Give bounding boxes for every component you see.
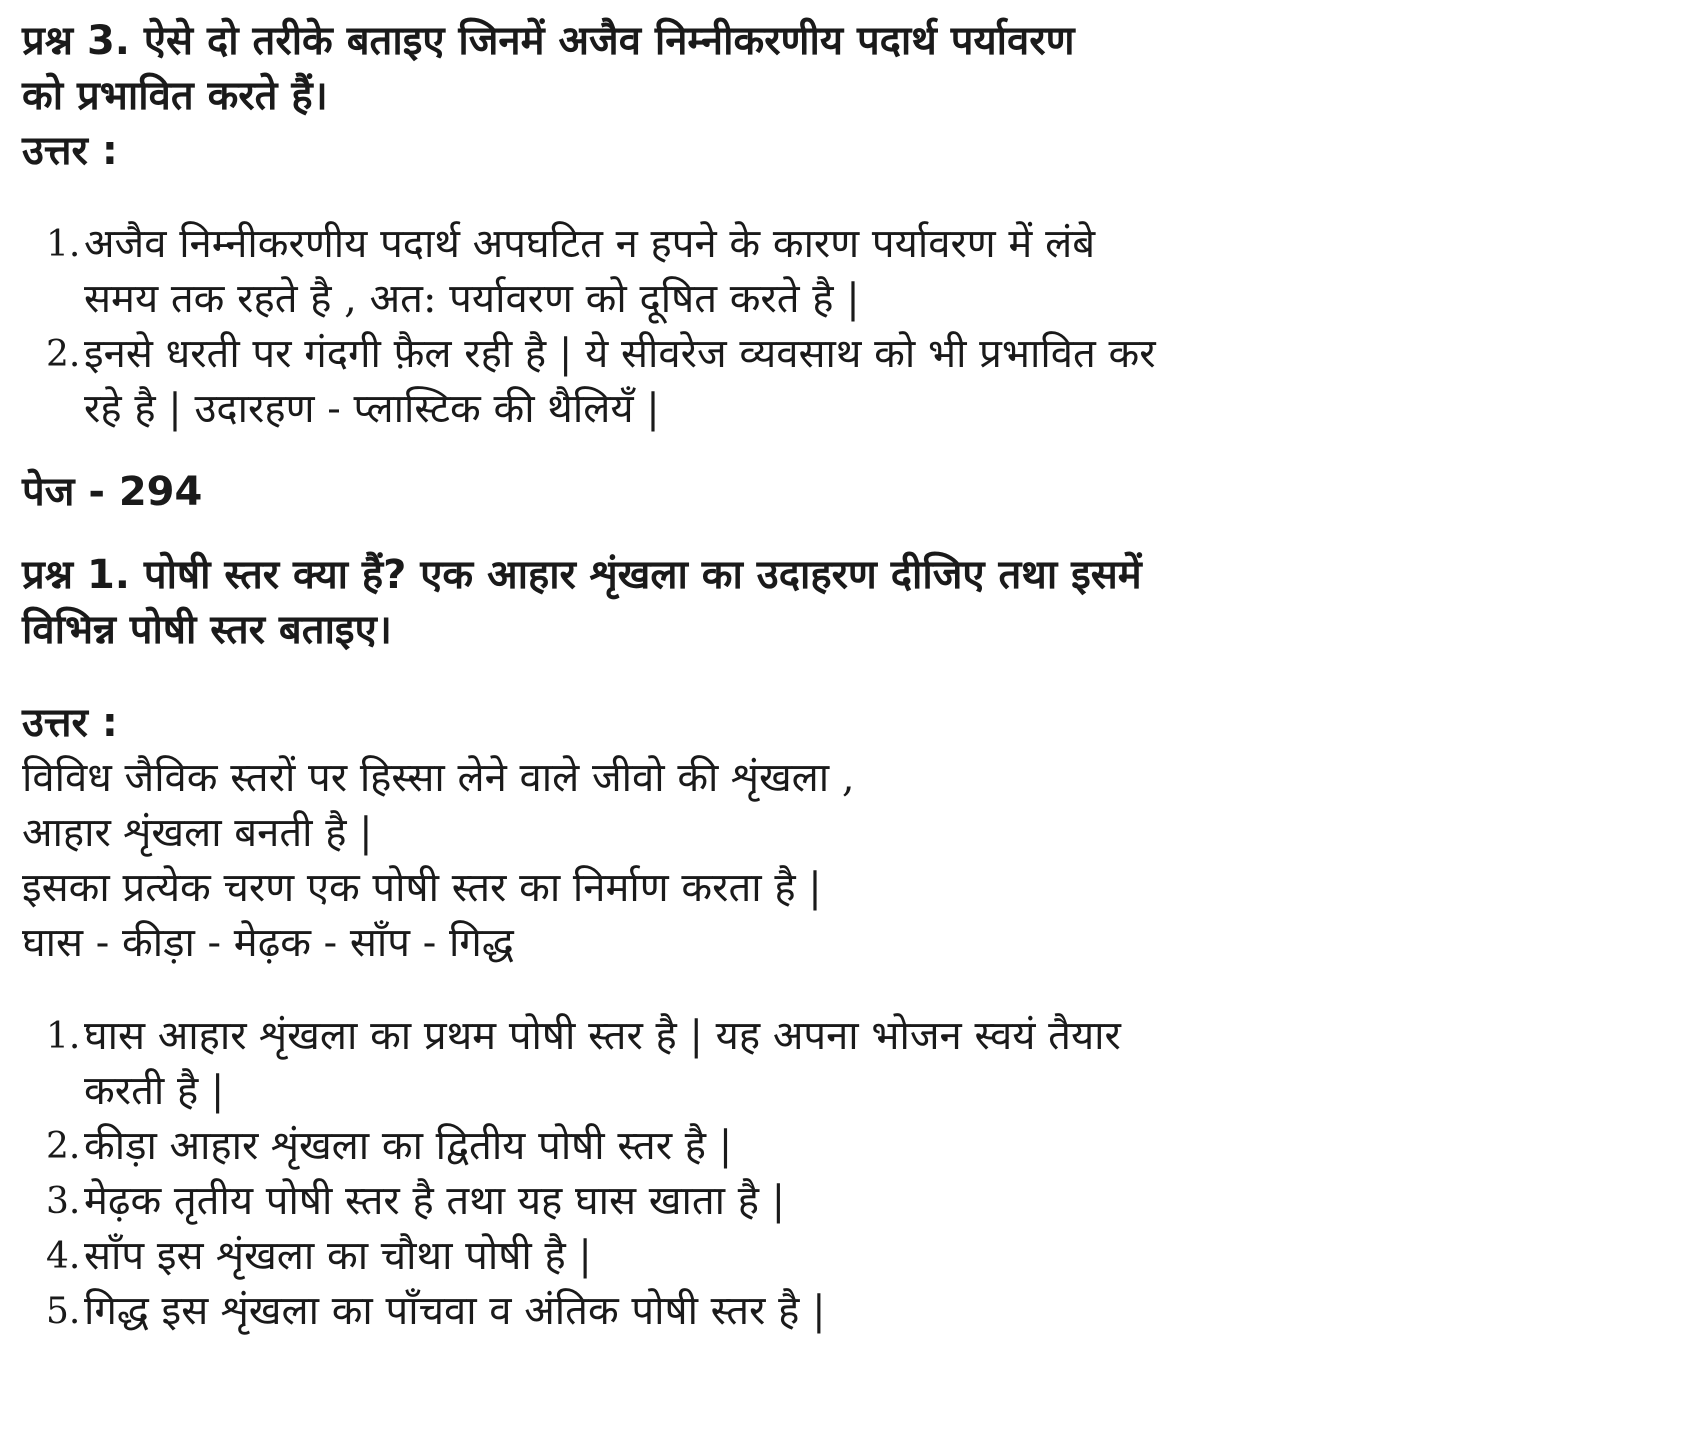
list-item-text: घास आहार शृंखला का प्रथम पोषी स्तर है | यह अपना भोजन स्वयं तैयार करती है | bbox=[84, 1013, 1121, 1114]
paragraph-line: इसका प्रत्येक चरण एक पोषी स्तर का निर्माण करता है | bbox=[22, 865, 822, 911]
list-item-text: गिद्ध इस शृंखला का पाँचवा व अंतिक पोषी स्तर है | bbox=[84, 1288, 826, 1334]
list-item-number: 1. bbox=[46, 224, 81, 265]
answer-list-q1 bbox=[22, 1009, 1662, 1339]
list-item bbox=[22, 1229, 1164, 1284]
list-item-number: 5. bbox=[46, 1291, 81, 1332]
paragraph-line: विविध जैविक स्तरों पर हिस्सा लेने वाले जीवो की शृंखला , bbox=[22, 755, 855, 801]
list-item-number: 4. bbox=[46, 1236, 81, 1277]
list-item-number: 3. bbox=[46, 1181, 81, 1222]
list-item bbox=[22, 327, 1164, 437]
list-item-number: 1. bbox=[46, 1016, 81, 1057]
paragraph-line: आहार शृंखला बनती है | bbox=[22, 810, 373, 856]
list-item-text: अजैव निम्नीकरणीय पदार्थ अपघटित न हपने के कारण पर्यावरण में लंबे समय तक रहते है , अत: पर्यावरण को दूषित करते है | bbox=[84, 221, 1096, 322]
list-item bbox=[22, 1009, 1164, 1119]
list-item-number: 2. bbox=[46, 334, 81, 375]
answer-paragraph-q1 bbox=[22, 751, 1662, 971]
list-item bbox=[22, 1174, 1164, 1229]
page-reference: पेज - 294 bbox=[22, 469, 203, 515]
answer-label-q1: उत्तर : bbox=[22, 700, 118, 746]
question-1-title: प्रश्न 1. पोषी स्तर क्या हैं? एक आहार शृंखला का उदाहरण दीजिए तथा इसमें विभिन्न पोषी स्तर बताइए। bbox=[22, 552, 1142, 653]
list-item bbox=[22, 217, 1164, 327]
food-chain-line: घास - कीड़ा - मेढ़क - साँप - गिद्ध bbox=[22, 920, 514, 966]
list-item bbox=[22, 1284, 1164, 1339]
document-page bbox=[22, 14, 1662, 1339]
list-item-text: कीड़ा आहार शृंखला का द्वितीय पोषी स्तर है | bbox=[84, 1123, 733, 1169]
answer-list-q3 bbox=[22, 217, 1662, 437]
list-item bbox=[22, 1119, 1164, 1174]
list-item-text: इनसे धरती पर गंदगी फ़ैल रही है | ये सीवरेज व्यवसाथ को भी प्रभावित कर रहे है | उदारहण - प्लास्टिक की थैलियँ | bbox=[84, 331, 1156, 432]
list-item-text: मेढ़क तृतीय पोषी स्तर है तथा यह घास खाता है | bbox=[84, 1178, 786, 1224]
list-item-number: 2. bbox=[46, 1126, 81, 1167]
answer-label-q3: उत्तर : bbox=[22, 128, 118, 174]
question-3-title: प्रश्न 3. ऐसे दो तरीके बताइए जिनमें अजैव निम्नीकरणीय पदार्थ पर्यावरण को प्रभावित करते हैं। bbox=[22, 18, 1075, 119]
list-item-text: साँप इस शृंखला का चौथा पोषी है | bbox=[84, 1233, 592, 1279]
